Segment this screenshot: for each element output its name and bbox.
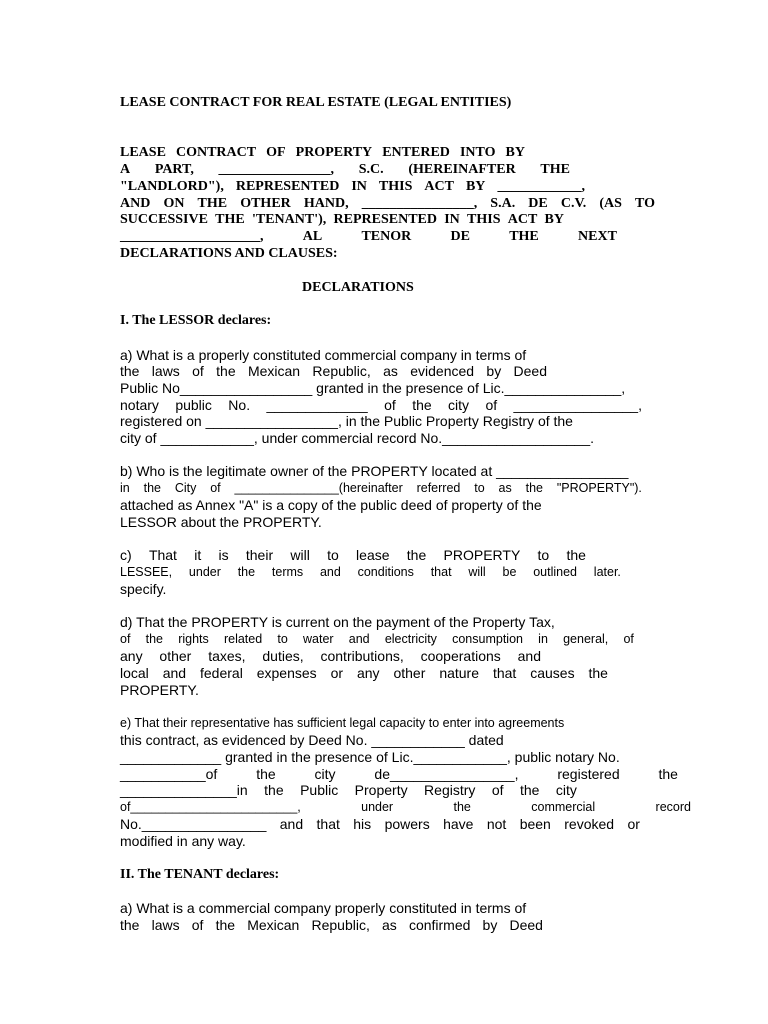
word: ____________________, (120, 229, 264, 244)
tenant-para-a-line-2 (120, 918, 543, 932)
word: the (566, 547, 586, 563)
para-e-line-1: e) That their representative has sufficient legal capacity to enter into agreements (120, 716, 565, 730)
word: TENOR (361, 229, 412, 244)
word: THE (215, 212, 245, 227)
word: notary (120, 397, 159, 413)
word: will (290, 547, 310, 563)
word: DE (528, 196, 548, 211)
word: of________________________, (120, 800, 301, 814)
word: PROPERTY (443, 547, 521, 563)
word: the (237, 565, 256, 579)
word: by (486, 363, 502, 379)
para-d-line-5: PROPERTY. (120, 682, 199, 698)
word: electricity (384, 632, 437, 646)
lessor-heading: I. The LESSOR declares: (120, 313, 272, 328)
document-title: LEASE CONTRACT FOR REAL ESTATE (LEGAL ENTITIES) (120, 95, 512, 110)
word: of (191, 917, 204, 933)
word: the (145, 632, 164, 646)
word: other (159, 648, 192, 664)
word: BY (465, 179, 486, 194)
para-a-line-1: a) What is a properly constituted commercial company in terms of (120, 347, 527, 363)
word: of (384, 397, 396, 413)
para-a-line-4 (120, 398, 642, 412)
word: federal (200, 665, 243, 681)
word: the (588, 665, 608, 681)
word: as (382, 917, 397, 933)
word: later. (593, 565, 621, 579)
word: any (120, 648, 143, 664)
tenant-para-a-line-1: a) What is a commercial company properly constituted in terms of (120, 900, 527, 916)
word: causes (530, 665, 575, 681)
word: ON (163, 196, 185, 211)
word: ___________of (120, 766, 218, 782)
word: or (627, 816, 640, 832)
word: any (356, 665, 380, 681)
word: THIS (467, 212, 501, 227)
word: under (188, 565, 221, 579)
word: to (327, 547, 339, 563)
intro-line-4 (120, 197, 655, 211)
word: REPRESENTED (333, 212, 437, 227)
word: SUCCESSIVE (120, 212, 208, 227)
word: DE (450, 229, 470, 244)
word: that (316, 816, 340, 832)
declarations-heading: DECLARATIONS (302, 280, 414, 295)
word: Registry (424, 782, 476, 798)
word: registered (557, 766, 620, 782)
word: "LANDLORD"), (120, 179, 224, 194)
word: ACT (424, 179, 454, 194)
word: (AS (599, 196, 622, 211)
word: ________________, (361, 196, 478, 211)
para-b-line-1: b) Who is the legitimate owner of the PROPERTY located at _________________ (120, 463, 629, 479)
intro-line-6 (120, 230, 617, 244)
word: PART, (154, 162, 194, 177)
word: be (502, 565, 517, 579)
word: IN (444, 212, 460, 227)
para-e-line-2: this contract, as evidenced by Deed No. ____________ dated (120, 732, 504, 748)
word: ENTERED (382, 145, 450, 160)
word: the (264, 782, 284, 798)
word: lease (356, 547, 390, 563)
word: it (194, 547, 202, 563)
word: duties, (262, 648, 304, 664)
word: revoked (564, 816, 615, 832)
word: taxes, (208, 648, 246, 664)
word: BY (544, 212, 564, 227)
para-a-line-5: registered on _________________, in the Public Property Registry of the (120, 413, 573, 429)
word: confirmed (408, 917, 471, 933)
word: powers (384, 816, 430, 832)
word: under (361, 800, 394, 814)
word: That (148, 547, 177, 563)
word: CONTRACT (175, 145, 257, 160)
word: the (412, 397, 432, 413)
word: to (277, 632, 288, 646)
word: of (485, 397, 498, 413)
word: in (538, 632, 548, 646)
word: No. (228, 397, 251, 413)
word: IN (351, 179, 367, 194)
word: ____________, (497, 179, 585, 194)
para-a-line-2 (120, 364, 547, 378)
word: laws (151, 363, 180, 379)
word: HAND, (303, 196, 349, 211)
word: _____________ (266, 397, 368, 413)
word: and (279, 816, 304, 832)
word: expenses (256, 665, 317, 681)
word: public (175, 397, 212, 413)
word: INTO (459, 145, 496, 160)
word: other (393, 665, 426, 681)
word: city (448, 397, 470, 413)
word: de________________, (374, 766, 519, 782)
word: general, (563, 632, 609, 646)
word: NEXT (578, 229, 617, 244)
word: THE (540, 162, 570, 177)
word: c) (120, 547, 132, 563)
word: S.A. (490, 196, 516, 211)
word: nature (439, 665, 480, 681)
word: the (525, 481, 543, 495)
word: cooperations (420, 648, 501, 664)
para-b-line-2 (120, 482, 642, 495)
word: S.C. (358, 162, 384, 177)
word: OTHER (240, 196, 291, 211)
word: ________________, (218, 162, 335, 177)
word: (HEREINAFTER (408, 162, 516, 177)
word: and (319, 565, 341, 579)
intro-line-1 (120, 146, 525, 160)
word: referred (416, 481, 461, 495)
word: TO (635, 196, 655, 211)
word: the (143, 481, 161, 495)
word: the (120, 917, 140, 933)
word: of (120, 632, 131, 646)
intro-line-3 (120, 180, 585, 194)
word: the (406, 547, 427, 563)
word: BY (505, 145, 525, 160)
para-d-line-4 (120, 666, 608, 680)
word: to (474, 481, 485, 495)
word: THE (509, 229, 539, 244)
para-e-line-5 (120, 783, 577, 797)
para-a-line-3: Public No_________________ granted in the presence of Lic._______________, (120, 380, 626, 396)
word: conditions (357, 565, 414, 579)
para-c-line-1 (120, 548, 586, 562)
word: as (383, 363, 398, 379)
para-e-line-3: _____________ granted in the presence of Lic.____________, public notary No. (120, 749, 620, 765)
word: No.________________ (120, 816, 267, 832)
word: to (537, 547, 550, 563)
word: of (210, 481, 221, 495)
word: record (655, 800, 691, 814)
word: Deed (509, 917, 543, 933)
word: and (348, 632, 370, 646)
word: of (623, 632, 634, 646)
word: been (519, 816, 551, 832)
para-b-line-4: LESSOR about the PROPERTY. (120, 514, 322, 530)
word: Deed (513, 363, 547, 379)
word: Republic, (311, 917, 370, 933)
word: ________________, (513, 397, 642, 413)
word: by (482, 917, 498, 933)
word: is (218, 547, 229, 563)
word: rights (178, 632, 209, 646)
word: PROPERTY (295, 145, 373, 160)
word: the (120, 363, 140, 379)
word: _______________in (120, 782, 248, 798)
word: Public (300, 782, 339, 798)
word: related (223, 632, 263, 646)
word: THE (197, 196, 228, 211)
word: that (430, 565, 452, 579)
word: laws (151, 917, 180, 933)
para-e-line-7 (120, 817, 640, 831)
word: in (120, 481, 130, 495)
intro-line-7: DECLARATIONS AND CLAUSES: (120, 246, 338, 261)
word: OF (266, 145, 286, 160)
word: that (492, 665, 517, 681)
word: city (314, 766, 336, 782)
word: as (498, 481, 512, 495)
word: _______________(hereinafter (234, 481, 403, 495)
word: the (256, 766, 276, 782)
word: Mexican (247, 363, 301, 379)
para-e-line-6 (120, 801, 691, 814)
word: THIS (378, 179, 413, 194)
word: C.V. (560, 196, 587, 211)
tenant-heading: II. The TENANT declares: (120, 867, 280, 882)
word: will (468, 565, 486, 579)
word: or (330, 665, 344, 681)
word: A (120, 162, 131, 177)
word: AND (120, 196, 151, 211)
word: and (162, 665, 187, 681)
word: have (443, 816, 474, 832)
word: the (520, 782, 540, 798)
word: of (491, 782, 504, 798)
intro-line-5 (120, 213, 564, 227)
word: terms (271, 565, 304, 579)
word: AL (302, 229, 323, 244)
para-d-line-3 (120, 649, 541, 663)
word: consumption (452, 632, 523, 646)
para-a-line-6: city of ____________, under commercial record No.___________________. (120, 430, 595, 446)
word: Republic, (312, 363, 371, 379)
word: commercial (531, 800, 596, 814)
para-d-line-2 (120, 633, 634, 646)
para-c-line-3: specify. (120, 581, 167, 597)
word: ACT (507, 212, 538, 227)
word: not (486, 816, 507, 832)
word: LEASE (120, 145, 166, 160)
word: City (174, 481, 197, 495)
word: and (517, 648, 541, 664)
word: evidenced (410, 363, 475, 379)
para-d-line-1: d) That the PROPERTY is current on the payment of the Property Tax, (120, 614, 555, 630)
para-b-line-3: attached as Annex "A" is a copy of the public deed of property of the (120, 497, 542, 513)
word: "PROPERTY"). (556, 481, 642, 495)
word: the (215, 917, 236, 933)
intro-line-2 (120, 163, 570, 177)
word: city (555, 782, 577, 798)
word: local (120, 665, 149, 681)
word: the (216, 363, 236, 379)
word: outlined (533, 565, 577, 579)
word: Mexican (247, 917, 300, 933)
para-e-line-8: modified in any way. (120, 833, 246, 849)
para-c-line-2 (120, 566, 621, 579)
word: REPRESENTED (235, 179, 340, 194)
word: water (303, 632, 334, 646)
word: of (192, 363, 204, 379)
para-e-line-4 (120, 767, 678, 781)
word: contributions, (320, 648, 404, 664)
word: 'TENANT'), (251, 212, 327, 227)
word: the (453, 800, 471, 814)
word: Property (354, 782, 408, 798)
word: their (245, 547, 274, 563)
word: the (658, 766, 678, 782)
word: LESSEE, (120, 565, 173, 579)
word: his (353, 816, 372, 832)
